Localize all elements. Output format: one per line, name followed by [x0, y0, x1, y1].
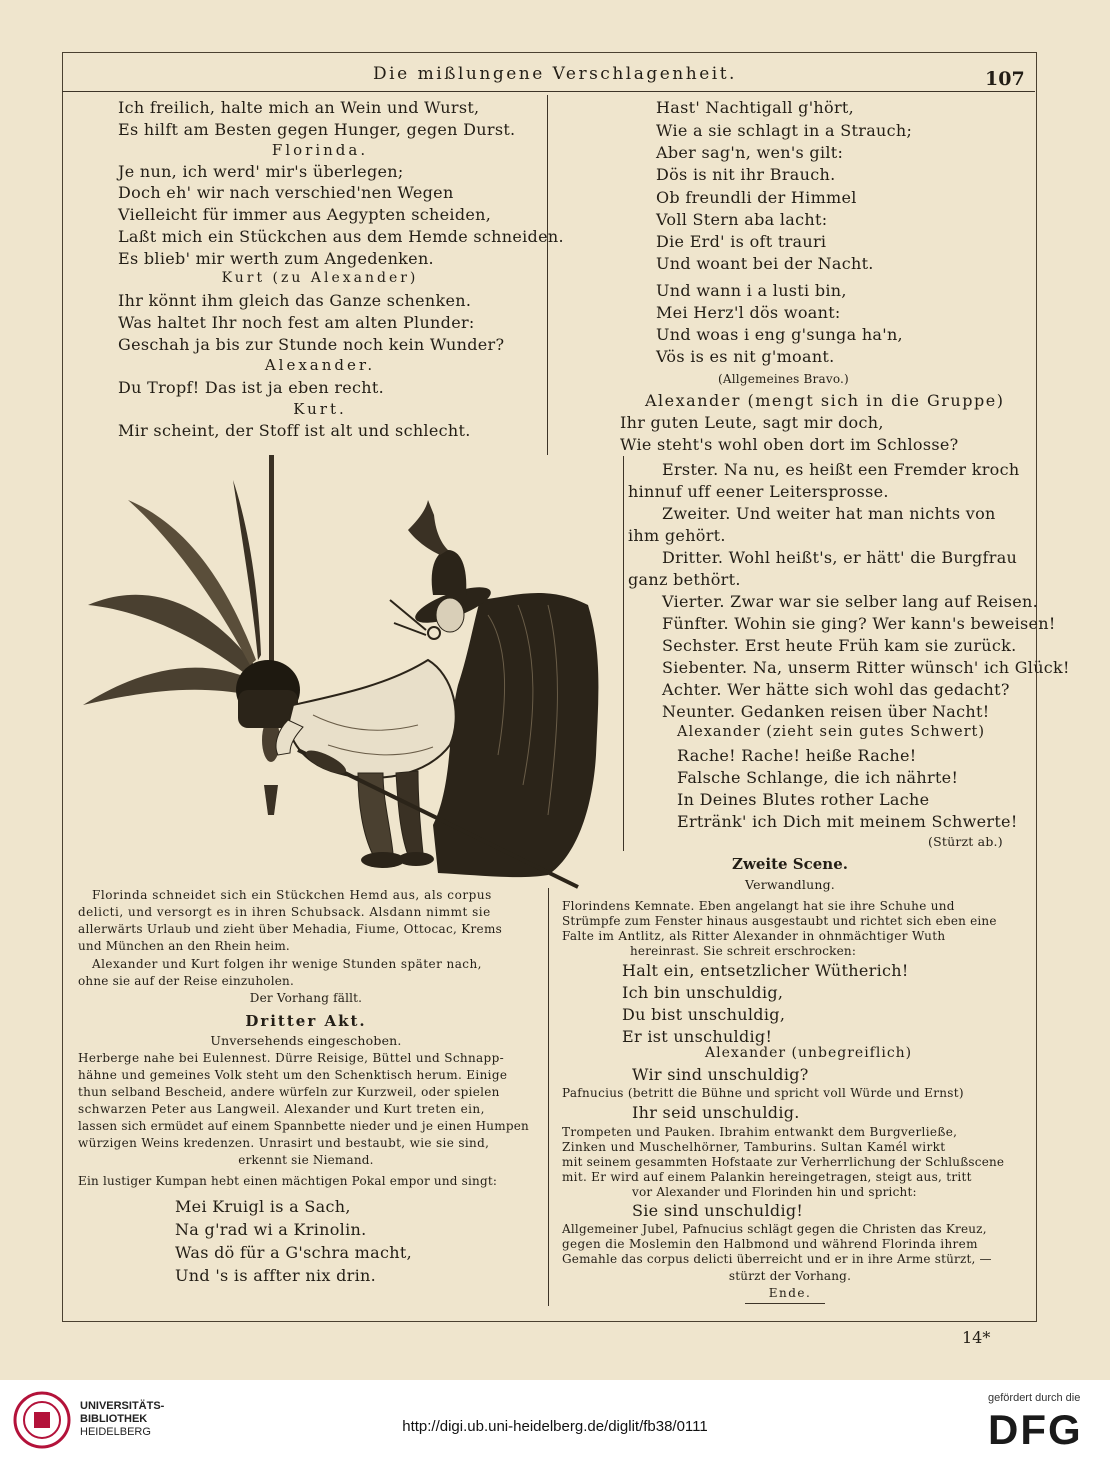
act-subheading: Unversehends eingeschoben. [210, 1033, 402, 1048]
header-rule [62, 91, 1035, 92]
song-line: Mei Kruigl is a Sach, [175, 1197, 351, 1216]
stage-paragraph-line: Strümpfe zum Fenster hinaus ausgestaubt und richtet sich eben eine [562, 914, 997, 928]
digital-library-footer [0, 1380, 1110, 1463]
stage-paragraph-line: würzigen Weins kredenzen. Unrasirt und bestaubt, wie sie sind, [78, 1136, 490, 1150]
column-divider [623, 456, 624, 851]
verse-line: Sie sind unschuldig! [632, 1201, 804, 1220]
verse-line: Geschah ja bis zur Stunde noch kein Wunder? [118, 335, 505, 354]
verse-line: Mei Herz'l dös woant: [656, 303, 841, 322]
signature-mark: 14* [962, 1328, 991, 1347]
speaker-name: Florinda. [271, 141, 369, 159]
verse-line: Ihr guten Leute, sagt mir doch, [620, 413, 884, 432]
stage-paragraph-line: Trompeten und Pauken. Ibrahim entwankt dem Burgverließe, [562, 1125, 958, 1139]
stage-paragraph-line: Allgemeiner Jubel, Pafnucius schlägt gegen die Christen das Kreuz, [562, 1222, 987, 1236]
speaker-name: Alexander (unbegreiflich) [705, 1045, 913, 1061]
stage-paragraph-line: lassen sich ermüdet auf einem Spannbette nieder und je einen Humpen [78, 1119, 529, 1133]
stage-paragraph-line: mit seinem gesammten Hofstaate zur Verherrlichung der Schlußscene [562, 1155, 1005, 1169]
stage-paragraph-line: Florinda schneidet sich ein Stückchen Hemd aus, als corpus [92, 888, 492, 902]
curtain-falls: Der Vorhang fällt. [249, 991, 363, 1005]
verse-line: Vielleicht für immer aus Aegypten scheiden, [118, 205, 492, 224]
verse-line: Du Tropf! Das ist ja eben recht. [118, 378, 385, 397]
verse-line: Sechster. Erst heute Früh kam sie zurück. [662, 636, 1017, 655]
verse-line: In Deines Blutes rother Lache [677, 790, 930, 809]
verse-line: Ihr seid unschuldig. [632, 1103, 800, 1122]
stage-paragraph-line: Zinken und Muschelhörner, Tamburins. Sultan Kamél wirkt [562, 1140, 946, 1154]
verse-line: Wir sind unschuldig? [632, 1065, 809, 1084]
verse-line: Neunter. Gedanken reisen über Nacht! [662, 702, 990, 721]
verse-line: Ich bin unschuldig, [622, 983, 784, 1002]
verse-line: Zweiter. Und weiter hat man nichts von [662, 504, 996, 523]
verse-line: Wie steht's wohl oben dort im Schlosse? [620, 435, 959, 454]
verse-line: Er ist unschuldig! [622, 1027, 773, 1046]
verse-line: Falsche Schlange, die ich nährte! [677, 768, 959, 787]
verse-line: Achter. Wer hätte sich wohl das gedacht? [662, 680, 1010, 699]
speaker-name: Alexander (zieht sein gutes Schwert) [677, 724, 986, 740]
stage-paragraph-line: Florindens Kemnate. Eben angelangt hat sie ihre Schuhe und [562, 899, 955, 913]
speaker-name: Kurt (zu Alexander) [221, 270, 419, 286]
stage-paragraph-line: und München an den Rhein heim. [78, 939, 290, 953]
verse-line: Was haltet Ihr noch fest am alten Plunder: [118, 313, 475, 332]
running-title: Die mißlungene Verschlagenheit. [373, 64, 737, 84]
verse-line: Rache! Rache! heiße Rache! [677, 746, 917, 765]
stage-paragraph-line: hereinrast. Sie schreit erschrocken: [630, 944, 857, 958]
verse-line: Vös is es nit g'moant. [656, 347, 835, 366]
digital-object-url[interactable]: http://digi.ub.uni-heidelberg.de/diglit/fb38/0111 [402, 1418, 708, 1435]
verse-line: Ihr könnt ihm gleich das Ganze schenken. [118, 291, 472, 310]
stage-paragraph-line: hähne und gemeines Volk steht um den Schenktisch herum. Einige [78, 1068, 508, 1082]
library-name-line: UNIVERSITÄTS- [80, 1400, 165, 1412]
scene-heading: Zweite Scene. [732, 855, 848, 873]
verse-line: Mir scheint, der Stoff ist alt und schlecht. [118, 421, 471, 440]
stage-paragraph-line: allerwärts Urlaub und zieht über Mehadia, Fiume, Ottocac, Krems [78, 922, 503, 936]
stage-direction: (Stürzt ab.) [928, 834, 1003, 849]
verse-line: Siebenter. Na, unserm Ritter wünsch' ich Glück! [662, 658, 1070, 677]
stage-paragraph-line: gegen die Moslemin den Halbmond und während Florinda ihrem [562, 1237, 978, 1251]
verse-line: Dös is nit ihr Brauch. [656, 165, 836, 184]
column-divider [548, 888, 549, 1306]
speaker-name: Kurt. [293, 400, 347, 418]
verse-line: Doch eh' wir nach verschied'nen Wegen [118, 183, 454, 202]
end-rule [745, 1303, 825, 1304]
verse-line: Es hilft am Besten gegen Hunger, gegen Durst. [118, 120, 516, 139]
verse-line: Hast' Nachtigall g'hört, [656, 98, 855, 117]
library-name-line: HEIDELBERG [80, 1426, 151, 1438]
song-line: Was dö für a G'schra macht, [175, 1243, 412, 1262]
verse-line: Ob freundli der Himmel [656, 188, 857, 207]
stage-paragraph-line: vor Alexander und Florinden hin und spricht: [632, 1185, 917, 1199]
speaker-name: Alexander. [264, 356, 376, 374]
verse-line: Du bist unschuldig, [622, 1005, 786, 1024]
verse-line: Die Erd' is oft trauri [656, 232, 827, 251]
verse-line: Wie a sie schlagt in a Strauch; [656, 121, 913, 140]
verse-line: Erster. Na nu, es heißt een Fremder kroch [662, 460, 1020, 479]
end-mark: Ende. [768, 1286, 812, 1300]
verse-line: Ich freilich, halte mich an Wein und Wurst, [118, 98, 480, 117]
verse-line: Aber sag'n, wen's gilt: [656, 143, 844, 162]
stage-paragraph-line: schwarzen Peter aus Langweil. Alexander und Kurt treten ein, [78, 1102, 485, 1116]
verse-line: Und woas i eng g'sunga ha'n, [656, 325, 903, 344]
stage-paragraph-line: ohne sie auf der Reise einzuholen. [78, 974, 294, 988]
stage-paragraph-line: mit. Er wird auf einem Palankin hereingetragen, steigt aus, tritt [562, 1170, 972, 1184]
verse-line: Ertränk' ich Dich mit meinem Schwerte! [677, 812, 1018, 831]
stage-direction: (Allgemeines Bravo.) [718, 372, 849, 386]
verse-line: Dritter. Wohl heißt's, er hätt' die Burgfrau [662, 548, 1018, 567]
library-name-line: BIBLIOTHEK [80, 1413, 148, 1425]
page-number: 107 [985, 68, 1025, 90]
stage-paragraph-line: Ein lustiger Kumpan hebt einen mächtigen Pokal empor und singt: [78, 1174, 498, 1188]
stage-paragraph-line: Gemahle das corpus delicti überreicht und er in ihre Arme stürzt, — [562, 1252, 992, 1266]
song-line: Und 's is affter nix drin. [175, 1266, 376, 1285]
stage-paragraph-line: Alexander und Kurt folgen ihr wenige Stunden später nach, [92, 957, 482, 971]
dfg-logo: DFG [988, 1406, 1083, 1453]
verse-line: Fünfter. Wohin sie ging? Wer kann's beweisen! [662, 614, 1056, 633]
stage-paragraph-line: delicti, und versorgt es in ihren Schubsack. Alsdann nimmt sie [78, 905, 491, 919]
woodcut-knight-illustration-icon [78, 455, 620, 895]
speaker-name: Pafnucius (betritt die Bühne und spricht voll Würde und Ernst) [562, 1086, 964, 1100]
verse-line: ihm gehört. [628, 526, 726, 545]
verse-line: Laßt mich ein Stückchen aus dem Hemde schneiden. [118, 227, 564, 246]
scene-subheading: Verwandlung. [745, 877, 835, 892]
verse-line: hinnuf uff eener Leitersprosse. [628, 482, 889, 501]
verse-line: Und woant bei der Nacht. [656, 254, 874, 273]
stage-paragraph-line: erkennt sie Niemand. [238, 1153, 374, 1167]
verse-line: ganz bethört. [628, 570, 741, 589]
stage-paragraph-line: Herberge nahe bei Eulennest. Dürre Reisige, Büttel und Schnapp- [78, 1051, 505, 1065]
stage-paragraph-line: Falte im Antlitz, als Ritter Alexander in ohnmächtiger Wuth [562, 929, 946, 943]
verse-line: Je nun, ich werd' mir's überlegen; [118, 162, 404, 181]
funding-note: gefördert durch die [988, 1392, 1081, 1404]
verse-line: Vierter. Zwar war sie selber lang auf Reisen. [662, 592, 1038, 611]
verse-line: Voll Stern aba lacht: [656, 210, 828, 229]
verse-line: Es blieb' mir werth zum Angedenken. [118, 249, 434, 268]
song-line: Na g'rad wi a Krinolin. [175, 1220, 367, 1239]
speaker-name: Alexander (mengt sich in die Gruppe) [645, 391, 1005, 410]
verse-line: Halt ein, entsetzlicher Wütherich! [622, 961, 909, 980]
stage-paragraph-line: stürzt der Vorhang. [728, 1269, 852, 1283]
stage-paragraph-line: thun selband Bescheid, andere würfeln zur Kurzweil, oder spielen [78, 1085, 500, 1099]
act-heading: Dritter Akt. [245, 1012, 367, 1030]
verse-line: Und wann i a lusti bin, [656, 281, 847, 300]
